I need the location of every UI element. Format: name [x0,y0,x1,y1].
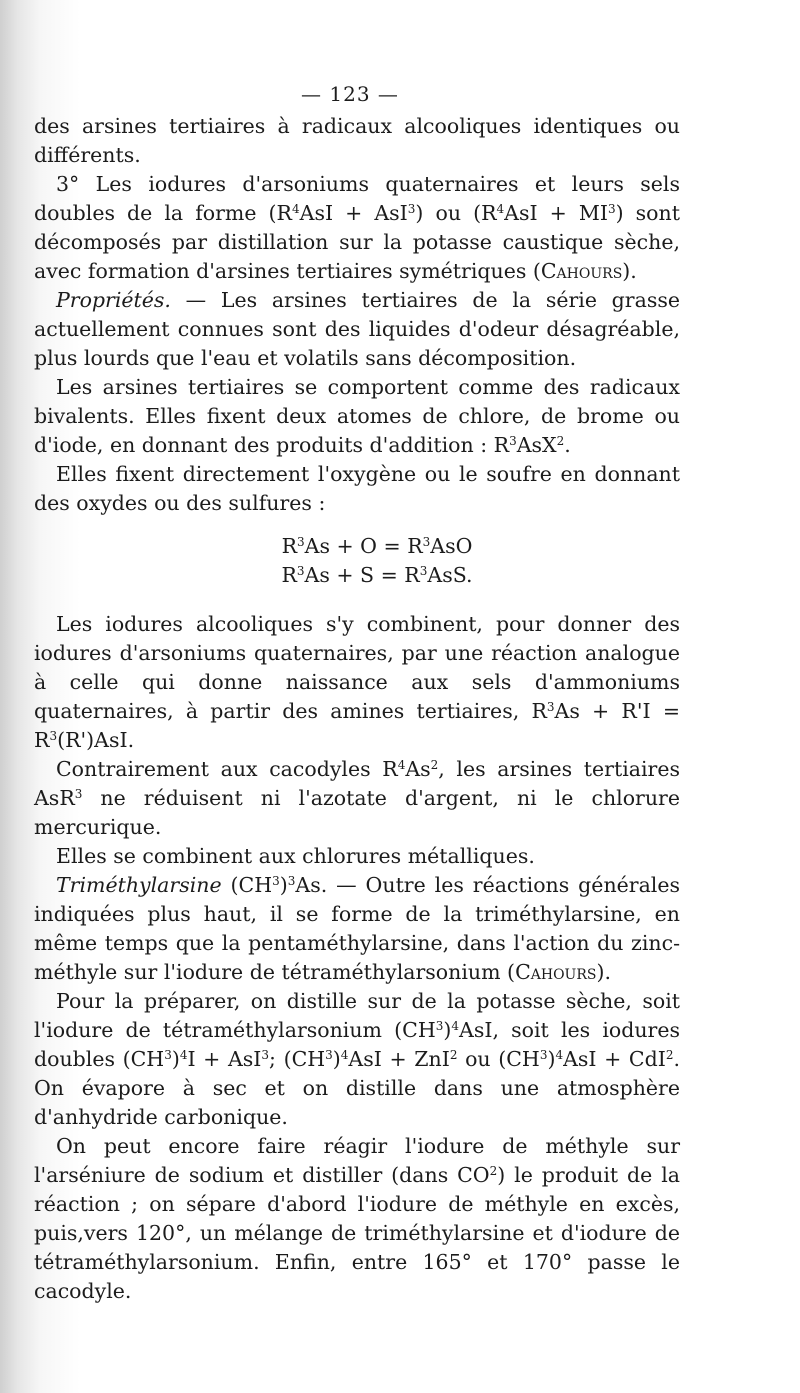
paragraph-arseniure: On peut encore faire réagir l'iodure de méthyle sur l'arséniure de sodium et distiller (dans $CO^2$) le produit de la réaction ; on sépare d'abord l'iodure de méthyle en excès, puis,vers 120°, un mélange de triméthylarsine et d'iodure de tétraméthylarsonium. Enfin, entre 165° et 170° passe le cacodyle. [34,1134,681,1303]
paragraph-cacodyles: Contrairement aux cacodyles $R^4As^2$, les arsines tertiaires AsR$^3$ ne réduisent ni l'azotate d'argent, ni le chlorure mercurique. [34,757,680,839]
section-heading-proprietes: Propriétés. [56,288,171,312]
section-heading-trimethylarsine: Triméthylarsine [56,873,222,897]
paragraph-proprietes: Propriétés. — Les arsines tertiaires de la série grasse actuellement connues sont des liquides d'odeur désagréable, plus lourds que l'eau et volatils sans décomposition. [34,288,680,370]
paragraph-continuation: des arsines tertiaires à radicaux alcooliques identiques ou différents. [34,114,680,167]
equation-sulfide: $R^3As + S = R^3AsS$. [281,563,473,587]
paragraph-preparation: Pour la préparer, on distille sur de la potasse sèche, soit l'iodure de tétraméthylarsonium $(CH^3)^4AsI$, soit les iodures doubles $(CH^3)^4I + AsI^3$; $(CH^3)^4AsI + ZnI^2$ ou $(CH^3)^4AsI + CdI^2$. On évapore à sec et on distille dans une atmosphère d'anhydride carbonique. [34,989,681,1129]
page-number: — 123 — [301,82,399,106]
equation-oxide: $R^3As + O = R^3AsO$ [281,534,473,558]
paragraph-trimethylarsine: Triméthylarsine $(CH^3)^3As$. — Outre les réactions générales indiquées plus haut, il se forme de la triméthylarsine, en même temps que la pentaméthylarsine, dans l'action du zinc-méthyle sur l'iodure de tétraméthylarsonium (Cahours). [34,873,681,984]
paragraph-3-iodures: 3° Les iodures d'arsoniums quaternaires et leurs sels doubles de la forme $(R^4AsI + AsI^3)$ ou $(R^4AsI + MI^3)$ sont décomposés par distillation sur la potasse caustique sèche, avec formation d'arsines tertiaires symétriques (Cahours). [34,172,680,283]
paragraph-chlorures: Elles se combinent aux chlorures métalliques. [56,844,535,868]
body-text [34,112,680,1306]
paragraph-bivalents: Les arsines tertiaires se comportent comme des radicaux bivalents. Elles fixent deux atomes de chlore, de brome ou d'iode, en donnant des produits d'addition : $R^3AsX^2$. [34,375,680,457]
paragraph-iodures-alcooliques: Les iodures alcooliques s'y combinent, pour donner des iodures d'arsoniums quaternaires, par une réaction analogue à celle qui donne naissance aux sels d'ammoniums quaternaires, à partir des amines tertiaires, $R^3As + R'I = R^3(R')AsI$. [34,612,680,752]
paragraph-oxygene: Elles fixent directement l'oxygène ou le soufre en donnant des oxydes ou des sulfures : [34,462,680,515]
